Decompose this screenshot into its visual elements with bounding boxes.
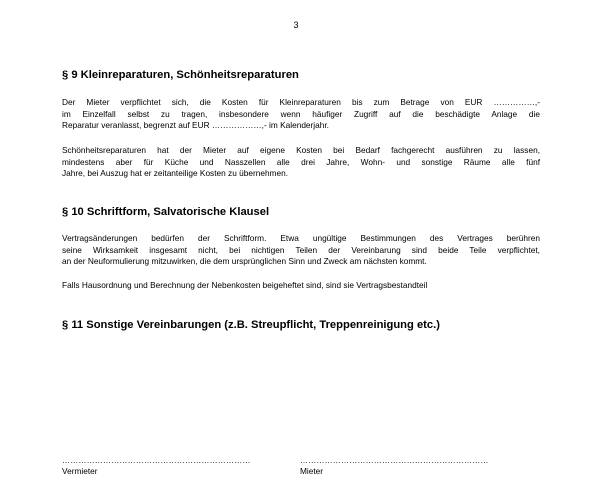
page-number: 3 <box>293 20 299 30</box>
text-line: Jahre, bei Auszug hat er zeitanteilige Kosten zu übernehmen. <box>62 168 289 179</box>
text-line: Der Mieter verpflichtet sich, die Kosten für Kleinreparaturen bis zum Betrage von EUR ……………,- <box>62 97 540 107</box>
paragraph-kleinreparaturen <box>62 97 540 132</box>
paragraph-schriftform <box>62 233 540 268</box>
paragraph-schoenheitsreparaturen <box>62 145 540 180</box>
text-line: im Einzelfall selbst zu tragen, insbesondere wenn häufiger Zugriff auf die beschädigte Anlage die <box>62 108 540 119</box>
text-line: Schönheitsreparaturen hat der Mieter auf eigene Kosten bei Bedarf fachgerecht ausführen zu lassen, <box>62 145 540 155</box>
section-heading-10: § 10 Schriftform, Salvatorische Klausel <box>62 206 270 218</box>
signature-label-mieter: Mieter <box>300 466 324 476</box>
text-line: seine Wirksamkeit insgesamt nicht, bei nichtigen Teilen der Vereinbarung sind beide Teile verpflichtet, <box>62 244 540 255</box>
text-line: Reparatur veranlasst, begrenzt auf EUR ………………,- im Kalenderjahr. <box>62 120 329 131</box>
signature-line-mieter: …………………………………………………………… <box>300 456 489 465</box>
text-line: an der Neuformulierung mitzuwirken, die dem ursprünglichen Sinn und Zweck am nächsten kommt. <box>62 256 427 267</box>
text-line: Falls Hausordnung und Berechnung der Nebenkosten beigeheftet sind, sind sie Vertragsbestandteil <box>62 280 428 290</box>
section-heading-9: § 9 Kleinreparaturen, Schönheitsreparaturen <box>62 69 299 81</box>
signature-line-vermieter: …………………………………………………………… <box>62 456 251 465</box>
signature-label-vermieter: Vermieter <box>62 466 98 476</box>
section-heading-11: § 11 Sonstige Vereinbarungen (z.B. Streupflicht, Treppenreinigung etc.) <box>62 319 440 331</box>
text-line: mindestens aber für Küche und Nasszellen alle drei Jahre, Wohn- und sonstige Räume alle fünf <box>62 156 540 167</box>
text-line: Vertragsänderungen bedürfen der Schriftform. Etwa ungültige Bestimmungen des Vertrages berühren <box>62 233 540 243</box>
paragraph-hausordnung <box>62 280 540 292</box>
